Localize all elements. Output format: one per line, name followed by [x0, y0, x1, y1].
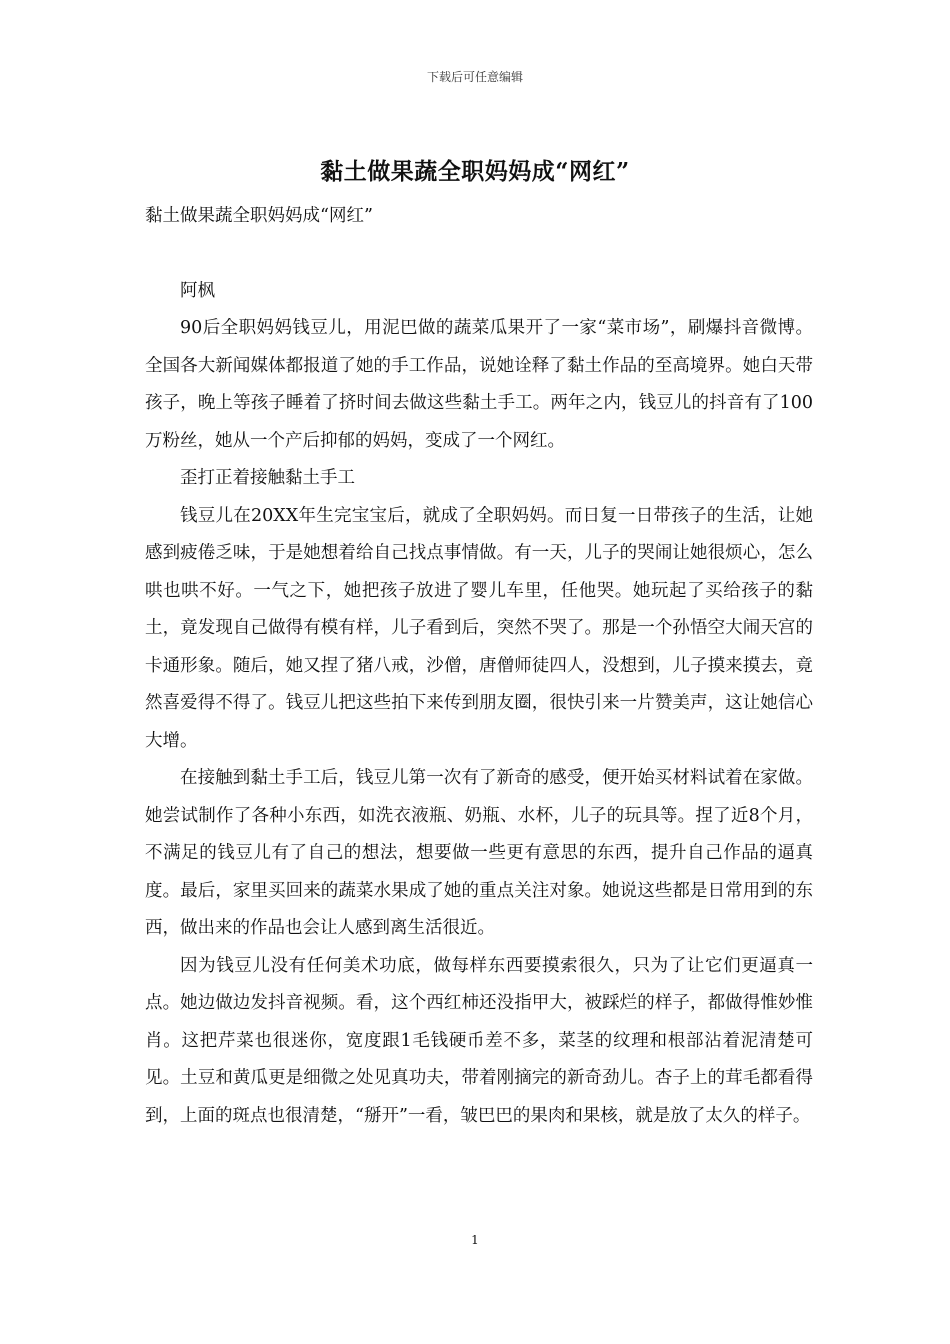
- page-number: 1: [471, 1233, 479, 1247]
- paragraph: 钱豆儿在20XX年生完宝宝后，就成了全职妈妈。而日复一日带孩子的生活，让她感到疲倦乏味，于是她想着给自己找点事情做。有一天，儿子的哭闹让她很烦心，怎么哄也哄不好。一气之下，她把孩子放进了婴儿车里，任他哭。她玩起了买给孩子的黏土，竟发现自己做得有模有样，儿子看到后，突然不哭了。那是一个孙悟空大闹天宫的卡通形象。随后，她又捏了猪八戒，沙僧，唐僧师徒四人，没想到，儿子摸来摸去，竟然喜爱得不得了。钱豆儿把这些拍下来传到朋友圈，很快引来一片赞美声，这让她信心大增。: [145, 505, 813, 751]
- paragraph: 因为钱豆儿没有任何美术功底，做每样东西要摸索很久，只为了让它们更逼真一点。她边做边发抖音视频。看，这个西红柿还没指甲大，被踩烂的样子，都做得惟妙惟肖。这把芹菜也很迷你，宽度跟1毛钱硬币差不多，菜茎的纹理和根部沾着泥清楚可见。土豆和黄瓜更是细微之处见真功夫，带着刚摘完的新奇劲儿。杏子上的茸毛都看得到，上面的斑点也很清楚，“掰开”一看，皱巴巴的果肉和果核，就是放了太久的样子。: [145, 955, 813, 1126]
- blank-line: [145, 236, 813, 273]
- section-heading: 歪打正着接触黏土手工: [180, 468, 355, 488]
- paragraph: 90后全职妈妈钱豆儿，用泥巴做的蔬菜瓜果开了一家“菜市场”，刷爆抖音微博。全国各大新闻媒体都报道了她的手工作品，说她诠释了黏土作品的至高境界。她白天带孩子，晚上等孩子睡着了挤时间去做这些黏土手工。两年之内，钱豆儿的抖音有了100万粉丝，她从一个产后抑郁的妈妈，变成了一个网红。: [145, 318, 813, 451]
- article-body: [145, 198, 813, 1135]
- paragraph: 在接触到黏土手工后，钱豆儿第一次有了新奇的感受，便开始买材料试着在家做。她尝试制作了各种小东西，如洗衣液瓶、奶瓶、水杯，儿子的玩具等。捏了近8个月，不满足的钱豆儿有了自己的想法，想要做一些更有意思的东西，提升自己作品的逼真度。最后，家里买回来的蔬菜水果成了她的重点关注对象。她说这些都是日常用到的东西，做出来的作品也会让人感到离生活很近。: [145, 768, 813, 938]
- author-line: 阿枫: [180, 280, 215, 301]
- subtitle: 黏土做果蔬全职妈妈成“网红”: [145, 206, 373, 226]
- header-note: 下载后可任意编辑: [426, 70, 523, 84]
- article-title: 黏土做果蔬全职妈妈成“网红”: [320, 158, 630, 185]
